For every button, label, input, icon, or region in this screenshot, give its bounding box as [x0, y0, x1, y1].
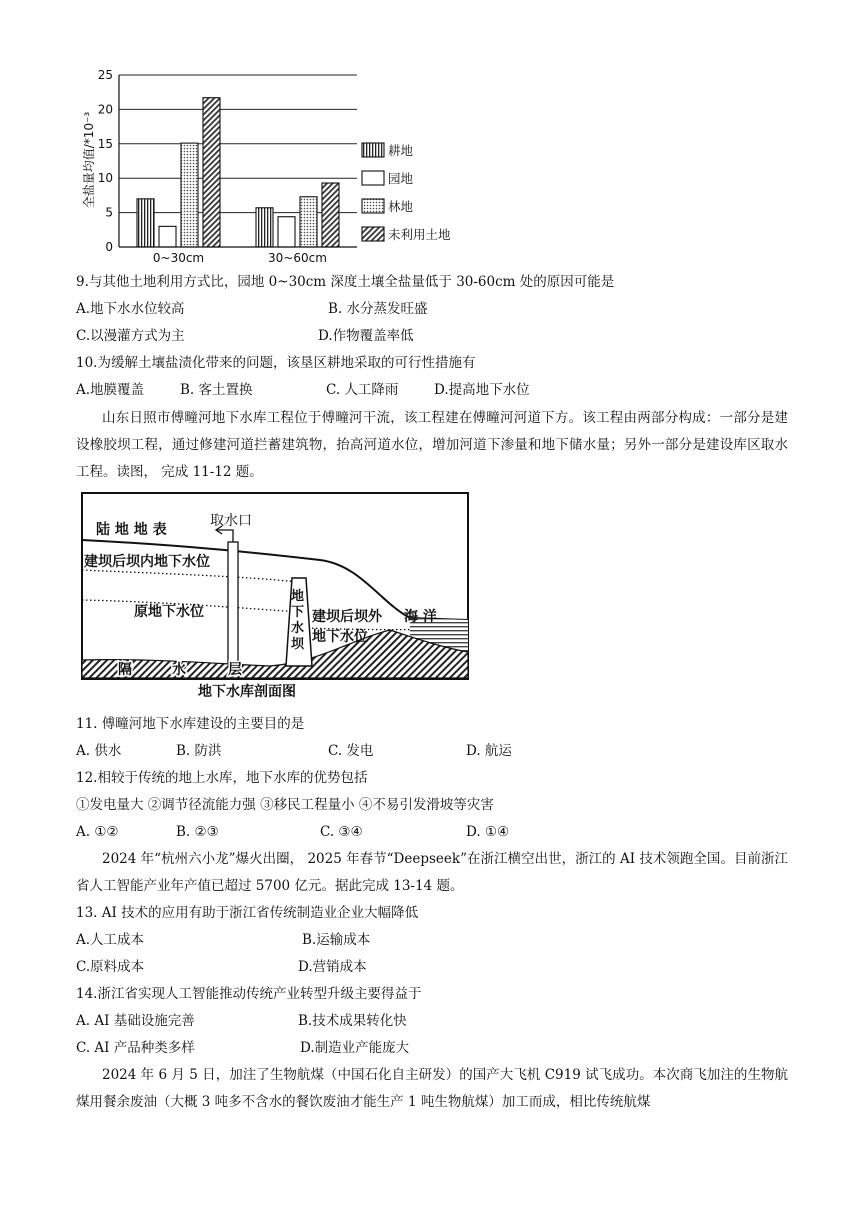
- original-water-label: 原地下水位: [134, 604, 204, 620]
- q12-stem: 12.相较于传统的地上水库，地下水库的优势包括: [76, 770, 368, 786]
- bar-未利用土地-30~60cm: [322, 183, 339, 247]
- legend-label: 耕地: [388, 143, 414, 158]
- legend-label: 园地: [388, 171, 414, 186]
- legend-label: 未利用土地: [388, 227, 451, 242]
- q9-option-a[interactable]: A.地下水水位较高: [76, 301, 185, 317]
- q13-stem: 13. AI 技术的应用有助于浙江省传统制造业企业大幅降低: [76, 905, 419, 921]
- q10-option-d[interactable]: D.提高地下水位: [434, 382, 530, 398]
- inner-water-label: 建坝后坝内地下水位: [84, 554, 210, 570]
- y-tick-label: 15: [97, 136, 113, 151]
- intake-pipe: [228, 542, 238, 664]
- bar-未利用土地-0~30cm: [203, 98, 220, 247]
- q14-option-b[interactable]: B.技术成果转化快: [298, 1013, 407, 1029]
- legend-swatch: [362, 227, 384, 241]
- q12-items: ①发电量大 ②调节径流能力强 ③移民工程量小 ④不易引发滑坡等灾害: [76, 797, 494, 813]
- y-tick-label: 5: [105, 205, 113, 220]
- q9-option-b[interactable]: B. 水分蒸发旺盛: [328, 301, 428, 317]
- aquiclude-label-3: 层: [228, 662, 242, 678]
- legend-swatch: [362, 199, 384, 213]
- outer-water-label-1: 建坝后坝外: [312, 609, 382, 625]
- q10-option-a[interactable]: A.地膜覆盖: [76, 382, 145, 398]
- q13-option-b[interactable]: B.运输成本: [302, 932, 371, 948]
- q14-option-d[interactable]: D.制造业产能庞大: [300, 1040, 410, 1056]
- q14-stem: 14.浙江省实现人工智能推动传统产业转型升级主要得益于: [76, 986, 422, 1002]
- salt-content-chart: [0, 0, 860, 270]
- q12-option-a[interactable]: A. ①②: [76, 824, 119, 840]
- q11-option-b[interactable]: B. 防洪: [176, 743, 222, 759]
- y-tick-label: 0: [105, 240, 113, 254]
- passage-reservoir: 山东日照市傅疃河地下水库工程位于傅疃河干流，该工程建在傅疃河河道下方。该工程由两部分构成：一部分是建设橡胶坝工程，通过修建河道拦蓄建筑物，抬高河道水位，增加河道下渗量和地下储水量；另外一部分是建设库区取水工程。读图， 完成 11-12 题。: [76, 410, 788, 480]
- underground-reservoir-diagram: [0, 490, 860, 700]
- passage-ai: 2024 年“杭州六小龙”爆火出圈， 2025 年春节“Deepseek”在浙江横空出世，浙江的 AI 技术领跑全国。目前浙江省人工智能产业年产值已超过 5700 亿元。据此完成 13-14 题。: [76, 851, 788, 894]
- q13-option-a[interactable]: A.人工成本: [76, 932, 145, 948]
- dam-label-2: 下: [291, 605, 305, 620]
- diagram-caption: 地下水库剖面图: [198, 684, 296, 700]
- land-surface-label: 陆 地 地 表: [96, 522, 167, 538]
- bar-园地-0~30cm: [159, 226, 176, 247]
- q13-option-d[interactable]: D.营销成本: [298, 959, 367, 975]
- dam-label-4: 坝: [291, 637, 305, 652]
- q9-option-d[interactable]: D.作物覆盖率低: [318, 328, 414, 344]
- q11-option-c[interactable]: C. 发电: [328, 743, 374, 759]
- bar-林地-30~60cm: [300, 197, 317, 247]
- bar-林地-0~30cm: [181, 143, 198, 247]
- aquiclude-label-1: 隔: [118, 662, 132, 678]
- legend-swatch: [362, 171, 384, 185]
- bar-耕地-0~30cm: [137, 199, 154, 247]
- q10-option-c[interactable]: C. 人工降雨: [326, 382, 399, 398]
- y-tick-label: 20: [97, 102, 113, 117]
- q11-option-a[interactable]: A. 供水: [76, 743, 122, 759]
- q14-option-a[interactable]: A. AI 基础设施完善: [76, 1013, 195, 1029]
- bar-园地-30~60cm: [278, 217, 295, 247]
- intake-label: 取水口: [210, 513, 252, 529]
- sea-label: 海 洋: [404, 609, 437, 625]
- q12-option-c[interactable]: C. ③④: [320, 824, 363, 840]
- q9-stem: 9.与其他土地利用方式比，园地 0~30cm 深度土壤全盐量低于 30-60cm 处的原因可能是: [76, 274, 615, 290]
- outer-water-label-2: 地下水位: [312, 629, 368, 645]
- q11-stem: 11. 傅疃河地下水库建设的主要目的是: [76, 716, 305, 732]
- x-tick-label: 30~60cm: [268, 251, 327, 265]
- y-axis-label: 全盐量均值/*10⁻³: [82, 111, 96, 209]
- dam-label-3: 水: [291, 621, 305, 636]
- x-tick-label: 0~30cm: [152, 251, 205, 265]
- bar-耕地-30~60cm: [256, 208, 273, 247]
- q12-option-d[interactable]: D. ①④: [466, 824, 510, 840]
- passage-c919: 2024 年 6 月 5 日，加注了生物航煤（中国石化自主研发）的国产大飞机 C919 试飞成功。本次商飞加注的生物航煤用餐余废油（大概 3 吨多不含水的餐饮废油才能生产 1 吨生物航煤）加工而成，相比传统航煤: [76, 1067, 788, 1110]
- dam-label-1: 地: [291, 589, 305, 604]
- legend-label: 林地: [388, 199, 414, 214]
- q10-stem: 10.为缓解土壤盐渍化带来的问题，该垦区耕地采取的可行性措施有: [76, 355, 476, 371]
- q13-option-c[interactable]: C.原料成本: [76, 959, 145, 975]
- aquiclude-label-2: 水: [172, 662, 186, 678]
- legend-swatch: [362, 143, 384, 157]
- q12-option-b[interactable]: B. ②③: [176, 824, 219, 840]
- y-tick-label: 10: [97, 171, 113, 186]
- y-tick-label: 25: [97, 68, 113, 82]
- q10-option-b[interactable]: B. 客土置换: [180, 382, 253, 398]
- q9-option-c[interactable]: C.以漫灌方式为主: [76, 328, 185, 344]
- q11-option-d[interactable]: D. 航运: [466, 743, 512, 759]
- q14-option-c[interactable]: C. AI 产品种类多样: [76, 1040, 195, 1056]
